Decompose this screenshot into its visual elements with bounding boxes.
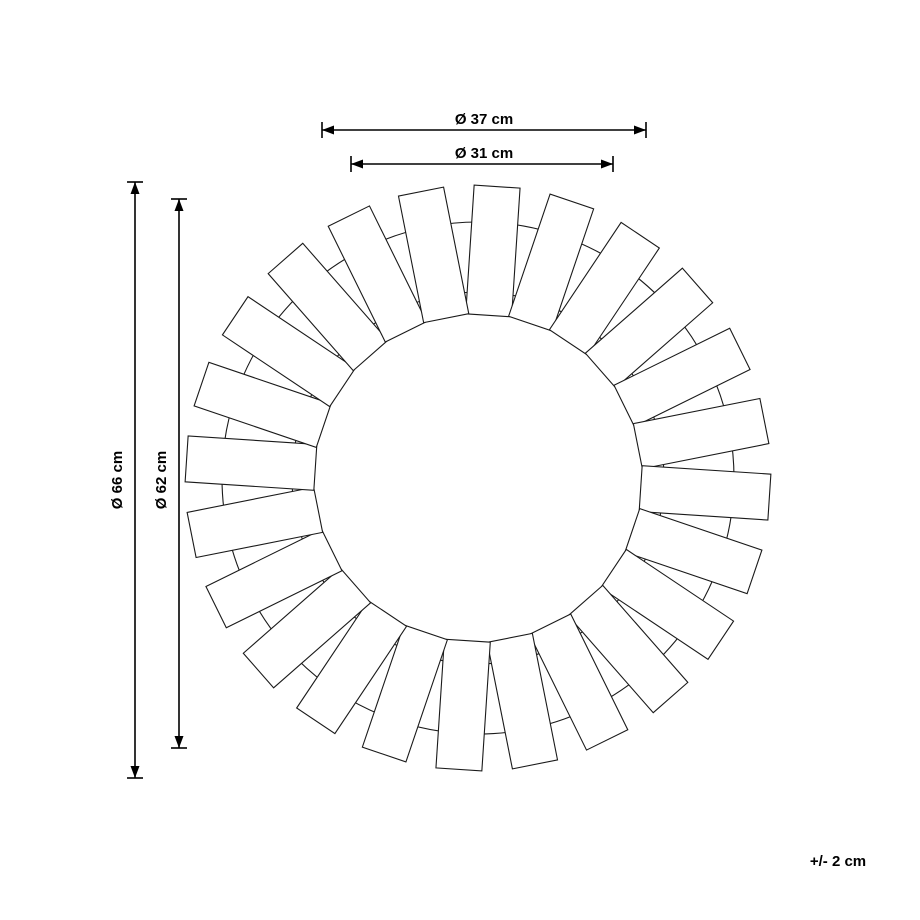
dimension-top-inner xyxy=(351,145,613,172)
dimension-label-inner-height: Ø 62 cm xyxy=(153,450,170,510)
dimension-label-outer-height: Ø 66 cm xyxy=(109,450,126,510)
slat xyxy=(466,185,520,317)
slat-group xyxy=(185,185,771,771)
slat xyxy=(639,466,771,520)
dimension-top-outer xyxy=(322,111,646,138)
tolerance-note: +/- 2 cm xyxy=(809,853,867,870)
slat xyxy=(185,436,317,490)
slat xyxy=(436,639,490,771)
dimension-label-outer-width: Ø 37 cm xyxy=(454,111,514,128)
dimension-left-inner xyxy=(153,199,187,748)
dimension-label-inner-width: Ø 31 cm xyxy=(454,145,514,162)
dimension-left-outer xyxy=(109,182,143,778)
